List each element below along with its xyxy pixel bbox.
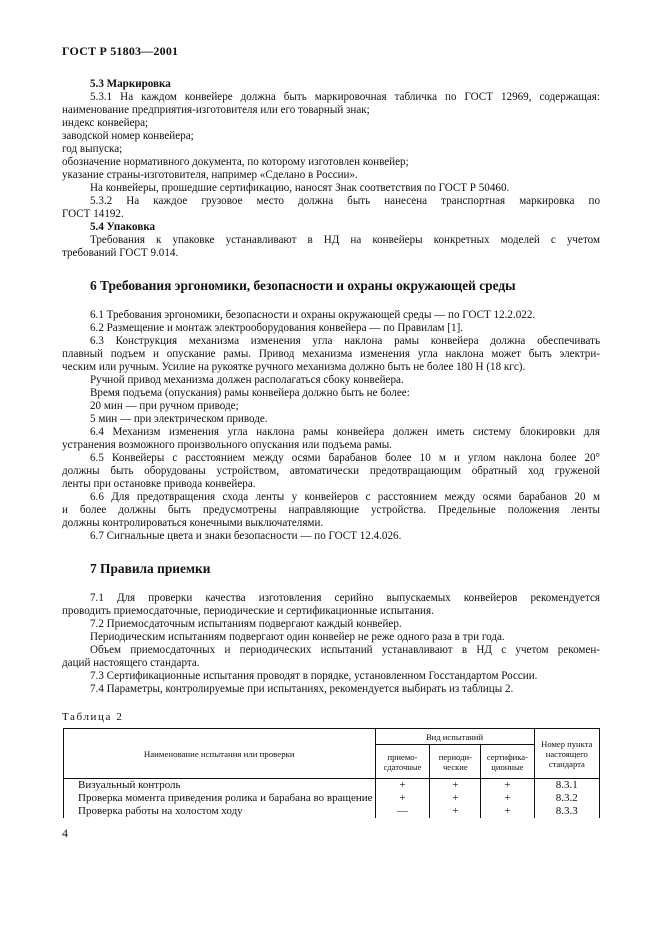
table-caption: Таблица 2 xyxy=(62,711,124,723)
clause-5-3-2-line-2: ГОСТ 14192. xyxy=(62,208,124,220)
clause-5-3-2-line-1: 5.3.2 На каждое грузовое место должна быть нанесена транспортная маркировка по xyxy=(90,195,600,207)
subsection-5-4-title: 5.4 Упаковка xyxy=(90,221,156,233)
subsection-5-3-title: 5.3 Маркировка xyxy=(90,78,171,90)
clause-7-4: 7.4 Параметры, контролируемые при испытаниях, рекомендуется выбирать из таблицы 2. xyxy=(90,683,514,695)
clause-6-5-line-2: должны быть оборудованы устройством, автоматически предотвращающим обратный ход груженой xyxy=(62,465,600,477)
clause-6-3-line-5: Время подъема (опускания) рамы конвейера должно быть не более: xyxy=(90,387,410,399)
clause-6-3-line-2: плавный подъем и опускание рамы. Привод механизма изменения угла наклона может быть электри- xyxy=(62,348,600,360)
clause-6-6-line-3: должны контролироваться конечными выключателями. xyxy=(62,517,324,529)
clause-6-3-line-6: 20 мин — при ручном приводе; xyxy=(90,400,239,412)
clause-ref: 8.3.1 xyxy=(534,779,599,793)
packaging-line-2: требований ГОСТ 9.014. xyxy=(62,247,179,259)
header-acceptance xyxy=(375,745,430,779)
marking-item: заводской номер конвейера; xyxy=(62,130,194,142)
periodic-mark: + xyxy=(430,792,481,805)
header-acceptance-line: приемо- xyxy=(387,751,418,762)
certification-mark-text: На конвейеры, прошедшие сертификацию, наносят Знак соответствия по ГОСТ Р 50460. xyxy=(90,182,510,194)
clause-7-1-line-1: 7.1 Для проверки качества изготовления серийно выпускаемых конвейеров рекомендуется xyxy=(90,592,600,604)
test-name: Проверка момента приведения ролика и барабана во вращение xyxy=(64,792,376,805)
test-name: Визуальный контроль xyxy=(64,779,376,793)
section-7-heading: 7 Правила приемки xyxy=(90,561,211,576)
clause-7-2: 7.2 Приемосдаточным испытаниям подвергают каждый конвейер. xyxy=(90,618,402,630)
acceptance-mark: + xyxy=(375,792,430,805)
table-row xyxy=(64,805,600,818)
header-acceptance-line: сдаточные xyxy=(383,761,422,772)
document-header: ГОСТ Р 51803—2001 xyxy=(62,44,179,58)
acceptance-mark: — xyxy=(375,805,430,818)
table-row xyxy=(64,779,600,793)
header-periodic xyxy=(430,745,481,779)
certification-mark: + xyxy=(481,805,534,818)
periodic-mark: + xyxy=(430,779,481,793)
clause-6-3-line-1: 6.3 Конструкция механизма изменения угла наклона рамы конвейера должна обеспечивать xyxy=(90,335,600,347)
clause-ref: 8.3.2 xyxy=(534,792,599,805)
header-clause-line: настоящего xyxy=(545,748,588,759)
header-clause-number xyxy=(534,729,599,779)
clause-6-5-line-3: ленты при остановке привода конвейера. xyxy=(62,478,256,490)
marking-item: указание страны-изготовителя, например «Сделано в России». xyxy=(62,169,358,181)
tests-scope-line-1: Объем приемосдаточных и периодических испытаний устанавливают в НД с учетом рекомен- xyxy=(90,644,600,656)
clause-6-3-line-4: Ручной привод механизма должен располагаться сбоку конвейера. xyxy=(90,374,404,386)
header-clause-line: стандарта xyxy=(548,758,585,769)
clause-6-3-line-3: ческим или ручным. Усилие на рукоятке ручного механизма должно быть не более 180 Н (18 кгс). xyxy=(62,361,526,373)
clause-6-3-line-7: 5 мин — при электрическом приводе. xyxy=(90,413,268,425)
header-test-types: Вид испытаний xyxy=(375,729,534,745)
marking-item: обозначение нормативного документа, по которому изготовлен конвейер; xyxy=(62,156,409,168)
marking-item: наименование предприятия-изготовителя или его товарный знак; xyxy=(62,104,370,116)
header-test-name: Наименование испытания или проверки xyxy=(64,729,376,779)
marking-item: год выпуска; xyxy=(62,143,123,155)
clause-7-1-line-2: проводить приемосдаточные, периодические и сертификационные испытания. xyxy=(62,605,434,617)
packaging-line-1: Требования к упаковке устанавливают в НД на конвейеры конкретных моделей с учетом xyxy=(90,234,600,246)
clause-6-4-line-1: 6.4 Механизм изменения угла наклона рамы конвейера должен иметь систему блокировки для xyxy=(90,426,600,438)
table-row xyxy=(64,792,600,805)
header-certification-line: ционные xyxy=(491,761,524,772)
clause-6-6-line-1: 6.6 Для предотвращения схода ленты у конвейеров с расстоянием между осями барабанов 20 м xyxy=(90,491,600,503)
header-periodic-line: периоди- xyxy=(438,751,472,762)
periodic-mark: + xyxy=(430,805,481,818)
certification-mark: + xyxy=(481,792,534,805)
clause-ref: 8.3.3 xyxy=(534,805,599,818)
header-certification-line: сертифика- xyxy=(486,751,528,762)
test-name: Проверка работы на холостом ходу xyxy=(64,805,376,818)
acceptance-mark: + xyxy=(375,779,430,793)
clause-6-1: 6.1 Требования эргономики, безопасности и охраны окружающей среды — по ГОСТ 12.2.022. xyxy=(90,309,536,321)
marking-item: индекс конвейера; xyxy=(62,117,149,129)
clause-6-4-line-2: устранения возможного произвольного опускания или подъема рамы. xyxy=(62,439,392,451)
header-periodic-line: ческие xyxy=(442,761,468,772)
certification-mark: + xyxy=(481,779,534,793)
header-clause-line: Номер пункта xyxy=(541,738,593,749)
tests-scope-line-2: даций настоящего стандарта. xyxy=(62,657,200,669)
clause-5-3-1-line-1: 5.3.1 На каждом конвейере должна быть маркировочная табличка по ГОСТ 12969, содержащая: xyxy=(90,91,600,103)
clause-6-6-line-2: и более должны быть предусмотрены направляющие устройства. Предельные положения ленты xyxy=(62,504,600,516)
header-certification xyxy=(481,745,534,779)
section-6-heading: 6 Требования эргономики, безопасности и охраны окружающей среды xyxy=(90,278,516,293)
clause-6-7: 6.7 Сигнальные цвета и знаки безопасности — по ГОСТ 12.4.026. xyxy=(90,530,402,542)
periodic-tests-text: Периодическим испытаниям подвергают один конвейер не реже одного раза в три года. xyxy=(90,631,505,643)
tests-table xyxy=(63,728,600,818)
page-number: 4 xyxy=(62,826,68,840)
clause-6-2: 6.2 Размещение и монтаж электрооборудования конвейера — по Правилам [1]. xyxy=(90,322,464,334)
clause-6-5-line-1: 6.5 Конвейеры с расстоянием между осями барабанов более 10 м и углом наклона более 20° xyxy=(90,452,600,464)
clause-7-3: 7.3 Сертификационные испытания проводят в порядке, установленном Госстандартом России. xyxy=(90,670,538,682)
